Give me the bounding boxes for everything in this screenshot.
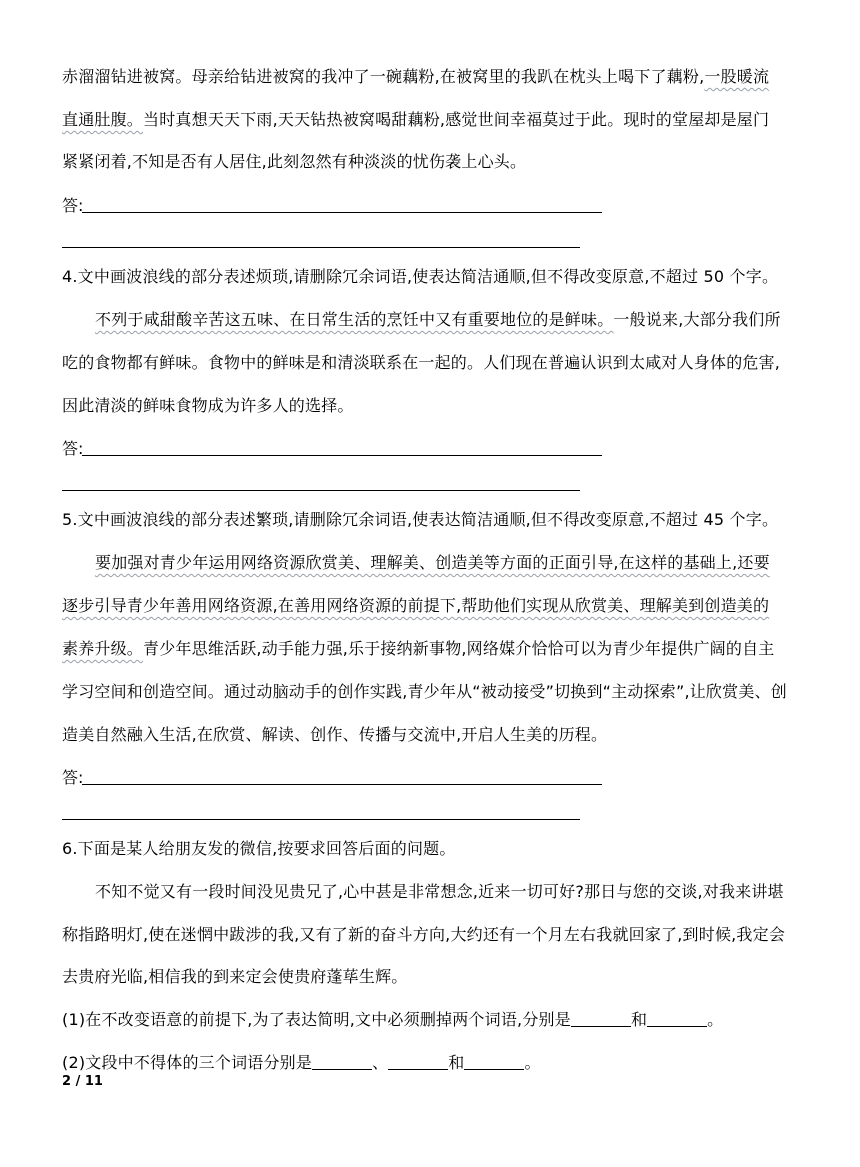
question-6-sub-2 xyxy=(62,1053,802,1073)
paragraph-line xyxy=(95,553,802,573)
paragraph-line: 吃的食物都有鲜味。食物中的鲜味是和清淡联系在一起的。人们现在普遍认识到太咸对人身体的危害, xyxy=(62,353,781,372)
paragraph-line: 不知不觉又有一段时间没见贵兄了,心中甚是非常想念,近来一切可好?那日与您的交谈,对我来讲堪 xyxy=(95,882,784,901)
fill-blank[interactable] xyxy=(312,1053,372,1070)
answer-line[interactable] xyxy=(82,455,602,456)
fill-blank[interactable] xyxy=(464,1053,524,1070)
question-5-prompt: 5.文中画波浪线的部分表述繁琐,请删除冗余词语,使表达简洁通顺,但不得改变原意,不超过 45 个字。 xyxy=(62,510,779,529)
wavy-underlined-text: 要加强对青少年运用网络资源欣赏美、理解美、创造美等方面的正面引导,在这样的基础上,还要 xyxy=(95,553,770,572)
paragraph-line xyxy=(62,110,802,130)
text-span: 和 xyxy=(630,1010,648,1029)
answer-line[interactable] xyxy=(62,819,580,820)
text-span: 。 xyxy=(524,1053,541,1072)
page-number: 2 / 11 xyxy=(62,1074,103,1089)
answer-label: 答: xyxy=(62,196,84,215)
paragraph-line: 去贵府光临,相信我的到来定会使贵府蓬荜生辉。 xyxy=(62,967,408,986)
question-6-sub-1 xyxy=(62,1010,802,1030)
paragraph-line: 造美自然融入生活,在欣赏、解读、创作、传播与交流中,开启人生美的历程。 xyxy=(62,725,608,744)
text-span: 当时真想天天下雨,天天钻热被窝喝甜藕粉,感觉世间幸福莫过于此。现时的堂屋却是屋门 xyxy=(143,110,770,129)
paragraph-line xyxy=(62,67,802,87)
paragraph-line xyxy=(62,596,802,616)
wavy-underlined-text: 一股暖流 xyxy=(704,67,770,86)
wavy-underlined-text: 逐步引导青少年善用网络资源,在善用网络资源的前提下,帮助他们实现从欣赏美、理解美到创造美的 xyxy=(62,596,770,615)
answer-line[interactable] xyxy=(62,490,580,491)
fill-blank[interactable] xyxy=(571,1010,631,1027)
text-span: 。 xyxy=(707,1010,724,1029)
wavy-underlined-text: 不列于咸甜酸辛苦这五味、在日常生活的烹饪中又有重要地位的是鲜味。 xyxy=(95,310,614,329)
question-6-prompt: 6.下面是某人给朋友发的微信,按要求回答后面的问题。 xyxy=(62,839,456,858)
answer-line[interactable] xyxy=(62,247,580,248)
paragraph-line xyxy=(95,310,802,330)
answer-label: 答: xyxy=(62,768,84,787)
paragraph-line xyxy=(62,639,802,659)
text-span: 、 xyxy=(372,1053,389,1072)
text-span: (2)文段中不得体的三个词语分别是 xyxy=(62,1053,313,1072)
fill-blank[interactable] xyxy=(647,1010,707,1027)
text-span: 青少年思维活跃,动手能力强,乐于接纳新事物,网络媒介恰恰可以为青少年提供广阔的自主 xyxy=(143,639,775,658)
text-span: 和 xyxy=(448,1053,465,1072)
answer-line[interactable] xyxy=(82,784,602,785)
paragraph-line: 紧紧闭着,不知是否有人居住,此刻忽然有种淡淡的忧伤袭上心头。 xyxy=(62,152,527,171)
answer-label: 答: xyxy=(62,439,84,458)
paragraph-line: 称指路明灯,使在迷惘中跋涉的我,又有了新的奋斗方向,大约还有一个月左右我就回家了,到时候,我定会 xyxy=(62,925,786,944)
text-span: 赤溜溜钻进被窝。母亲给钻进被窝的我冲了一碗藕粉,在被窝里的我趴在枕头上喝下了藕粉, xyxy=(62,67,705,86)
text-span: (1)在不改变语意的前提下,为了表达简明,文中必须删掉两个词语,分别是 xyxy=(62,1010,571,1029)
paragraph-line: 因此清淡的鲜味食物成为许多人的选择。 xyxy=(62,396,354,415)
paragraph-line: 学习空间和创造空间。通过动脑动手的创作实践,青少年从“被动接受”切换到“主动探索”,让欣赏美、创 xyxy=(62,682,787,701)
question-4-prompt: 4.文中画波浪线的部分表述烦琐,请删除冗余词语,使表达简洁通顺,但不得改变原意,不超过 50 个字。 xyxy=(62,267,779,286)
fill-blank[interactable] xyxy=(388,1053,448,1070)
wavy-underlined-text: 直通肚腹。 xyxy=(62,110,144,129)
text-span: 一般说来,大部分我们所 xyxy=(613,310,781,329)
wavy-underlined-text: 素养升级。 xyxy=(62,639,144,658)
answer-line[interactable] xyxy=(82,212,602,213)
